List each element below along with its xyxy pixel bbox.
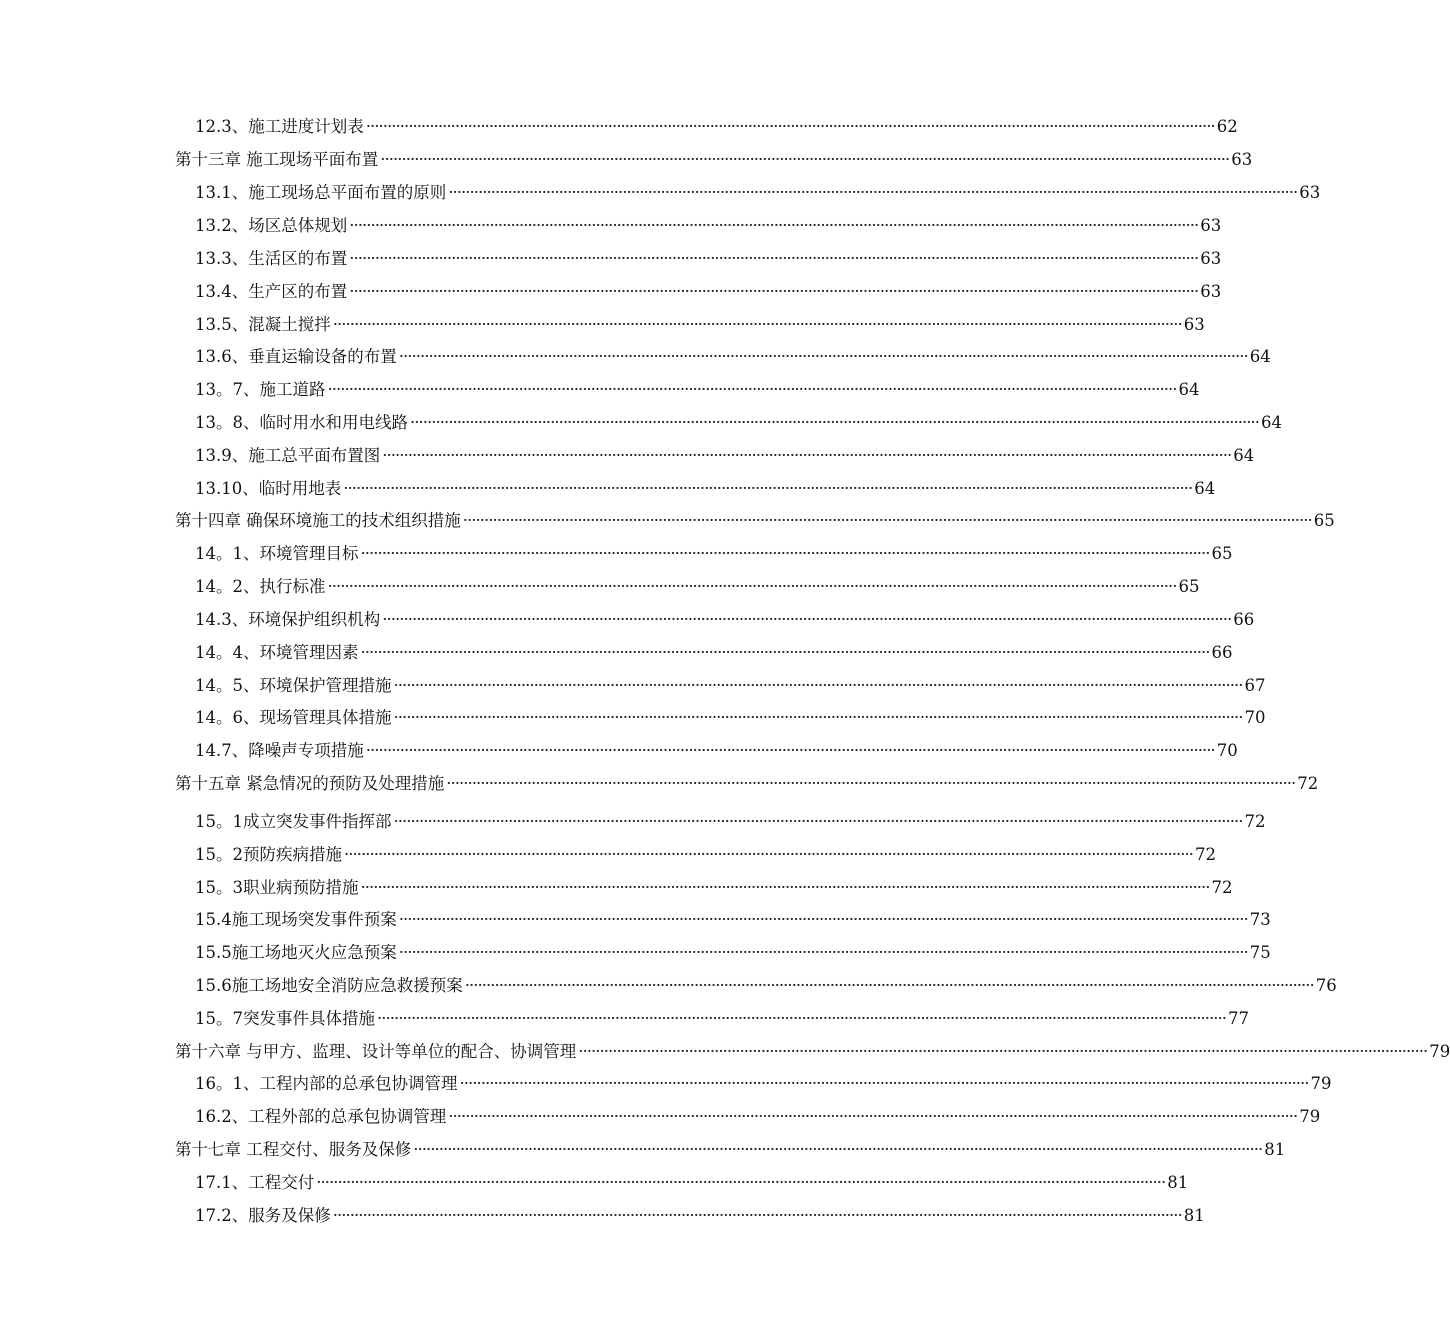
toc-leader-dots: ········································································································································································································ <box>365 117 1215 136</box>
toc-section-entry <box>195 313 1205 337</box>
toc-section-entry <box>195 444 1255 468</box>
toc-leader-dots: ········································································································································································································ <box>393 708 1243 727</box>
toc-section-entry <box>195 908 1271 932</box>
toc-leader-dots: ········································································································································································································ <box>365 741 1215 760</box>
toc-section-entry <box>195 1204 1205 1228</box>
toc-chapter-entry <box>175 1138 1286 1162</box>
toc-leader-dots: ········································································································································································································ <box>332 1206 1182 1225</box>
toc-leader-dots: ········································································································································································································ <box>360 544 1210 563</box>
toc-chapter-entry <box>175 772 1319 796</box>
toc-entry-title: 13。8、临时用水和用电线路 <box>195 413 408 432</box>
toc-chapter-entry <box>175 1040 1450 1064</box>
toc-section-entry <box>195 542 1233 566</box>
toc-page-number: 81 <box>1264 1140 1286 1159</box>
toc-leader-dots: ········································································································································································································ <box>382 446 1232 465</box>
toc-page-number: 63 <box>1183 315 1205 334</box>
toc-page-number: 65 <box>1313 511 1335 530</box>
toc-page-number: 65 <box>1211 544 1233 563</box>
toc-page-number: 66 <box>1211 643 1233 662</box>
toc-entry-title: 14。2、执行标准 <box>195 577 326 596</box>
toc-page-number: 63 <box>1200 282 1222 301</box>
toc-entry-title: 13.10、临时用地表 <box>195 479 342 498</box>
toc-entry-title: 13.2、场区总体规划 <box>195 216 348 235</box>
toc-leader-dots: ········································································································································································································ <box>380 150 1230 169</box>
toc-entry-title: 12.3、施工进度计划表 <box>195 117 364 136</box>
toc-leader-dots: ········································································································································································································ <box>332 315 1182 334</box>
toc-section-entry <box>195 810 1266 834</box>
toc-section-entry <box>195 477 1216 501</box>
toc-entry-title: 15.5施工场地灭火应急预案 <box>195 943 397 962</box>
toc-leader-dots: ········································································································································································································ <box>343 479 1193 498</box>
toc-entry-title: 13。7、施工道路 <box>195 380 326 399</box>
toc-section-entry <box>195 345 1271 369</box>
toc-leader-dots: ········································································································································································································ <box>410 413 1259 432</box>
toc-section-entry <box>195 181 1321 205</box>
toc-page-number: 81 <box>1167 1173 1189 1192</box>
toc-page-number: 64 <box>1233 446 1255 465</box>
toc-section-entry <box>195 378 1200 402</box>
toc-entry-title: 13.6、垂直运输设备的布置 <box>195 347 397 366</box>
toc-page-number: 77 <box>1227 1009 1249 1028</box>
toc-section-entry <box>195 641 1233 665</box>
toc-leader-dots: ········································································································································································································ <box>459 1074 1309 1093</box>
toc-leader-dots: ········································································································································································································ <box>393 676 1243 695</box>
toc-leader-dots: ········································································································································································································ <box>398 943 1248 962</box>
toc-section-entry <box>195 575 1200 599</box>
toc-leader-dots: ········································································································································································································ <box>349 249 1199 268</box>
toc-section-entry <box>195 280 1222 304</box>
toc-leader-dots: ········································································································································································································ <box>398 910 1248 929</box>
toc-section-entry <box>195 1105 1321 1129</box>
toc-entry-title: 14。4、环境管理因素 <box>195 643 359 662</box>
toc-leader-dots: ········································································································································································································ <box>327 380 1177 399</box>
toc-section-entry <box>195 843 1216 867</box>
toc-section-entry <box>195 1007 1249 1031</box>
toc-page-number: 72 <box>1194 845 1216 864</box>
toc-entry-title: 15。3职业病预防措施 <box>195 878 359 897</box>
toc-entry-title: 15.6施工场地安全消防应急救援预案 <box>195 976 463 995</box>
toc-leader-dots: ········································································································································································································ <box>349 216 1199 235</box>
toc-page-number: 75 <box>1249 943 1271 962</box>
toc-leader-dots: ········································································································································································································ <box>464 976 1314 995</box>
toc-page-number: 72 <box>1244 812 1266 831</box>
toc-entry-title: 14。6、现场管理具体措施 <box>195 708 392 727</box>
toc-section-entry <box>195 974 1337 998</box>
toc-leader-dots: ········································································································································································································ <box>316 1173 1166 1192</box>
toc-section-entry <box>195 706 1266 730</box>
toc-leader-dots: ········································································································································································································ <box>382 610 1232 629</box>
toc-page-number: 72 <box>1211 878 1233 897</box>
toc-entry-title: 15。1成立突发事件指挥部 <box>195 812 392 831</box>
toc-page-number: 72 <box>1297 774 1319 793</box>
toc-page-number: 63 <box>1200 216 1222 235</box>
toc-page-number: 63 <box>1200 249 1222 268</box>
toc-leader-dots: ········································································································································································································ <box>360 878 1210 897</box>
toc-leader-dots: ········································································································································································································ <box>413 1140 1263 1159</box>
toc-page-number: 62 <box>1216 117 1238 136</box>
toc-entry-title: 13.5、混凝土搅拌 <box>195 315 331 334</box>
toc-section-entry <box>195 674 1266 698</box>
toc-page-number: 79 <box>1429 1042 1450 1061</box>
toc-page-number: 70 <box>1216 741 1238 760</box>
toc-section-entry <box>195 941 1271 965</box>
toc-chapter-entry <box>175 509 1335 533</box>
toc-section-entry <box>195 247 1222 271</box>
toc-leader-dots: ········································································································································································································ <box>446 774 1296 793</box>
toc-page-number: 70 <box>1244 708 1266 727</box>
toc-entry-title: 13.4、生产区的布置 <box>195 282 348 301</box>
toc-entry-title: 15。2预防疾病措施 <box>195 845 342 864</box>
toc-entry-title: 第十七章 工程交付、服务及保修 <box>175 1140 412 1159</box>
toc-chapter-entry <box>175 148 1253 172</box>
toc-section-entry <box>195 739 1238 763</box>
toc-entry-title: 第十六章 与甲方、监理、设计等单位的配合、协调管理 <box>175 1042 577 1061</box>
toc-entry-title: 13.9、施工总平面布置图 <box>195 446 381 465</box>
toc-page-number: 67 <box>1244 676 1266 695</box>
toc-page-number: 64 <box>1260 413 1282 432</box>
toc-page-number: 63 <box>1231 150 1253 169</box>
toc-leader-dots: ········································································································································································································ <box>344 845 1193 864</box>
toc-page-number: 63 <box>1299 183 1321 202</box>
toc-page-number: 79 <box>1299 1107 1321 1126</box>
toc-leader-dots: ········································································································································································································ <box>360 643 1210 662</box>
toc-section-entry <box>195 214 1222 238</box>
toc-leader-dots: ········································································································································································································ <box>393 812 1243 831</box>
toc-leader-dots: ········································································································································································································ <box>349 282 1199 301</box>
toc-entry-title: 17.1、工程交付 <box>195 1173 315 1192</box>
toc-entry-title: 第十五章 紧急情况的预防及处理措施 <box>175 774 445 793</box>
toc-page-number: 79 <box>1310 1074 1332 1093</box>
toc-entry-title: 14。1、环境管理目标 <box>195 544 359 563</box>
toc-entry-title: 16.2、工程外部的总承包协调管理 <box>195 1107 447 1126</box>
toc-section-entry <box>195 411 1282 435</box>
toc-leader-dots: ········································································································································································································ <box>448 1107 1298 1126</box>
toc-entry-title: 14.3、环境保护组织机构 <box>195 610 381 629</box>
toc-section-entry <box>195 876 1233 900</box>
toc-page-number: 81 <box>1183 1206 1205 1225</box>
toc-entry-title: 13.1、施工现场总平面布置的原则 <box>195 183 447 202</box>
toc-section-entry <box>195 1072 1332 1096</box>
toc-section-entry <box>195 1171 1189 1195</box>
toc-leader-dots: ········································································································································································································ <box>398 347 1248 366</box>
toc-entry-title: 15。7突发事件具体措施 <box>195 1009 375 1028</box>
toc-entry-title: 16。1、工程内部的总承包协调管理 <box>195 1074 458 1093</box>
toc-entry-title: 13.3、生活区的布置 <box>195 249 348 268</box>
toc-leader-dots: ········································································································································································································ <box>448 183 1298 202</box>
toc-leader-dots: ········································································································································································································ <box>462 511 1312 530</box>
toc-leader-dots: ········································································································································································································ <box>578 1042 1428 1061</box>
toc-page-number: 66 <box>1233 610 1255 629</box>
toc-page-number: 64 <box>1194 479 1216 498</box>
toc-section-entry <box>195 115 1238 139</box>
toc-entry-title: 14。5、环境保护管理措施 <box>195 676 392 695</box>
toc-entry-title: 17.2、服务及保修 <box>195 1206 331 1225</box>
toc-entry-title: 第十三章 施工现场平面布置 <box>175 150 379 169</box>
toc-entry-title: 14.7、降噪声专项措施 <box>195 741 364 760</box>
toc-page-number: 73 <box>1249 910 1271 929</box>
toc-entry-title: 15.4施工现场突发事件预案 <box>195 910 397 929</box>
toc-page-number: 64 <box>1249 347 1271 366</box>
toc-leader-dots: ········································································································································································································ <box>327 577 1177 596</box>
toc-page-number: 76 <box>1315 976 1337 995</box>
toc-page-number: 65 <box>1178 577 1200 596</box>
toc-leader-dots: ········································································································································································································ <box>377 1009 1226 1028</box>
toc-page-number: 64 <box>1178 380 1200 399</box>
toc-entry-title: 第十四章 确保环境施工的技术组织措施 <box>175 511 461 530</box>
toc-section-entry <box>195 608 1255 632</box>
